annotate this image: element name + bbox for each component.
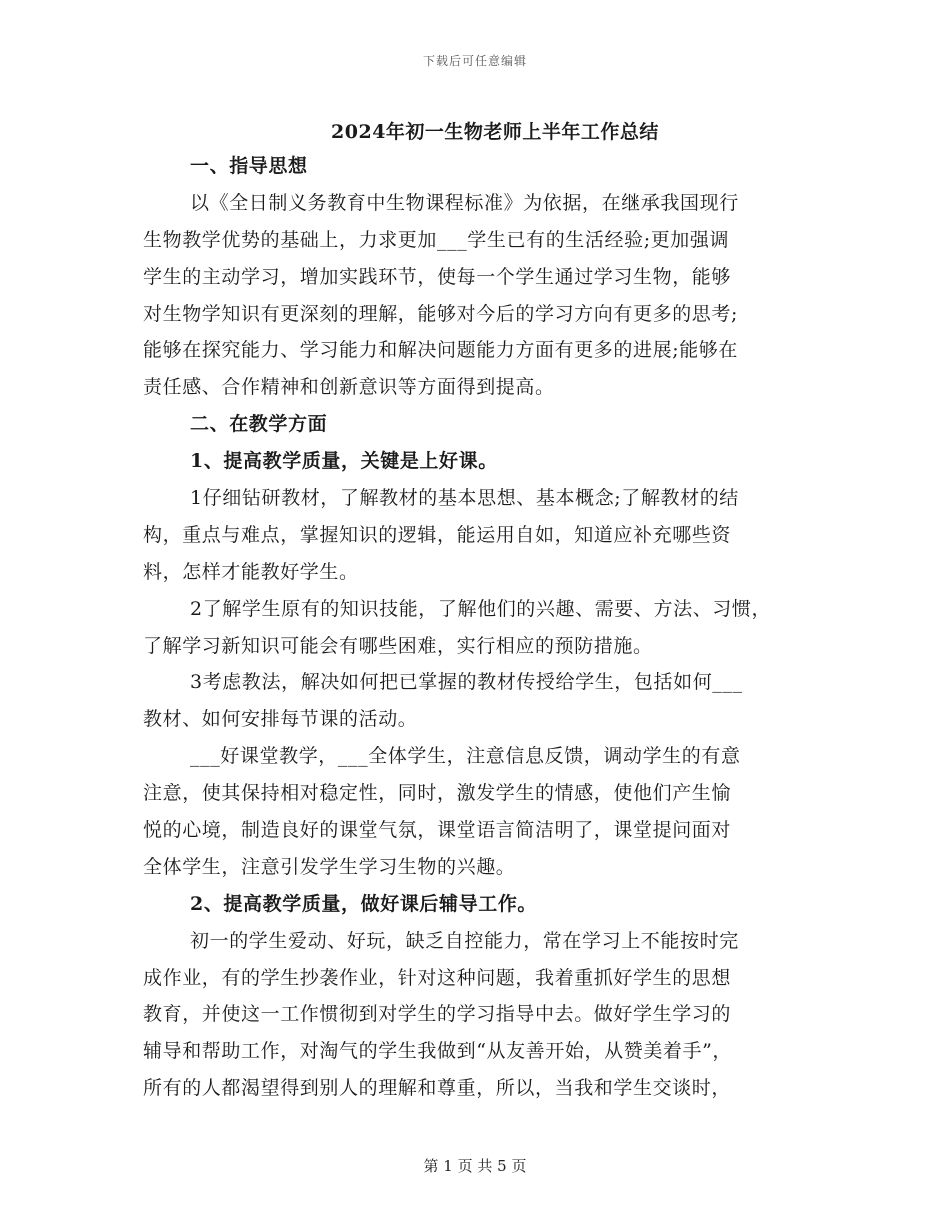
paragraph-line: 注意，使其保持相对稳定性，同时，激发学生的情感，使他们产生愉 xyxy=(143,782,732,805)
paragraph-line: 教育，并使这一工作惯彻到对学生的学习指导中去。做好学生学习的 xyxy=(143,1003,732,1026)
paragraph-line: 全体学生，注意引发学生学习生物的兴趣。 xyxy=(143,855,516,878)
paragraph-line: 初一的学生爱动、好玩，缺乏自控能力，常在学习上不能按时完 xyxy=(190,929,739,952)
paragraph-line: 构，重点与难点，掌握知识的逻辑，能运用自如，知道应补充哪些资 xyxy=(143,523,732,546)
paragraph-line: 责任感、合作精神和创新意识等方面得到提高。 xyxy=(143,376,555,399)
paragraph-line: 生物教学优势的基础上，力求更加___学生已有的生活经验;更加强调 xyxy=(143,228,730,251)
paragraph-line: 教材、如何安排每节课的活动。 xyxy=(143,708,418,731)
paragraph-line: 了解学习新知识可能会有哪些困难，实行相应的预防措施。 xyxy=(143,634,653,657)
paragraph-line: 3考虑教法，解决如何把已掌握的教材传授给学生，包括如何___ xyxy=(190,671,743,694)
paragraph-line: 2了解学生原有的知识技能，了解他们的兴趣、需要、方法、习惯， xyxy=(190,597,772,620)
paragraph-line: 悦的心境，制造良好的课堂气氛，课堂语言简洁明了，课堂提问面对 xyxy=(143,819,732,842)
paragraph-line: 对生物学知识有更深刻的理解，能够对今后的学习方向有更多的思考; xyxy=(143,302,739,325)
paragraph-line: 以《全日制义务教育中生物课程标准》为依据，在继承我国现行 xyxy=(190,191,739,214)
document-title: 2024年初一生物老师上半年工作总结 xyxy=(331,121,659,143)
section-heading: 2、提高教学质量，做好课后辅导工作。 xyxy=(190,892,538,915)
paragraph-line: 成作业，有的学生抄袭作业，针对这种问题，我着重抓好学生的思想 xyxy=(143,966,732,989)
paragraph-line: 学生的主动学习，增加实践环节，使每一个学生通过学习生物，能够 xyxy=(143,265,732,288)
section-heading: 二、在教学方面 xyxy=(190,413,328,436)
section-heading: 一、指导思想 xyxy=(190,155,308,177)
paragraph-line: 辅导和帮助工作，对淘气的学生我做到“从友善开始，从赞美着手”， xyxy=(143,1040,733,1063)
paragraph-line: 能够在探究能力、学习能力和解决问题能力方面有更多的进展;能够在 xyxy=(143,339,739,362)
paragraph-line: 所有的人都渴望得到别人的理解和尊重，所以，当我和学生交谈时， xyxy=(143,1077,732,1100)
paragraph-line: 1仔细钻研教材，了解教材的基本思想、基本概念;了解教材的结 xyxy=(190,487,739,510)
document-body xyxy=(143,148,813,1107)
paragraph-line: 料，怎样才能教好学生。 xyxy=(143,560,359,583)
paragraph-line: ___好课堂教学，___全体学生，注意信息反馈，调动学生的有意 xyxy=(190,745,741,768)
section-heading: 1、提高教学质量，关键是上好课。 xyxy=(190,450,498,473)
page-footer-number: 第 1 页 共 5 页 xyxy=(423,1157,527,1175)
page-header-note: 下载后可任意编辑 xyxy=(422,54,527,68)
